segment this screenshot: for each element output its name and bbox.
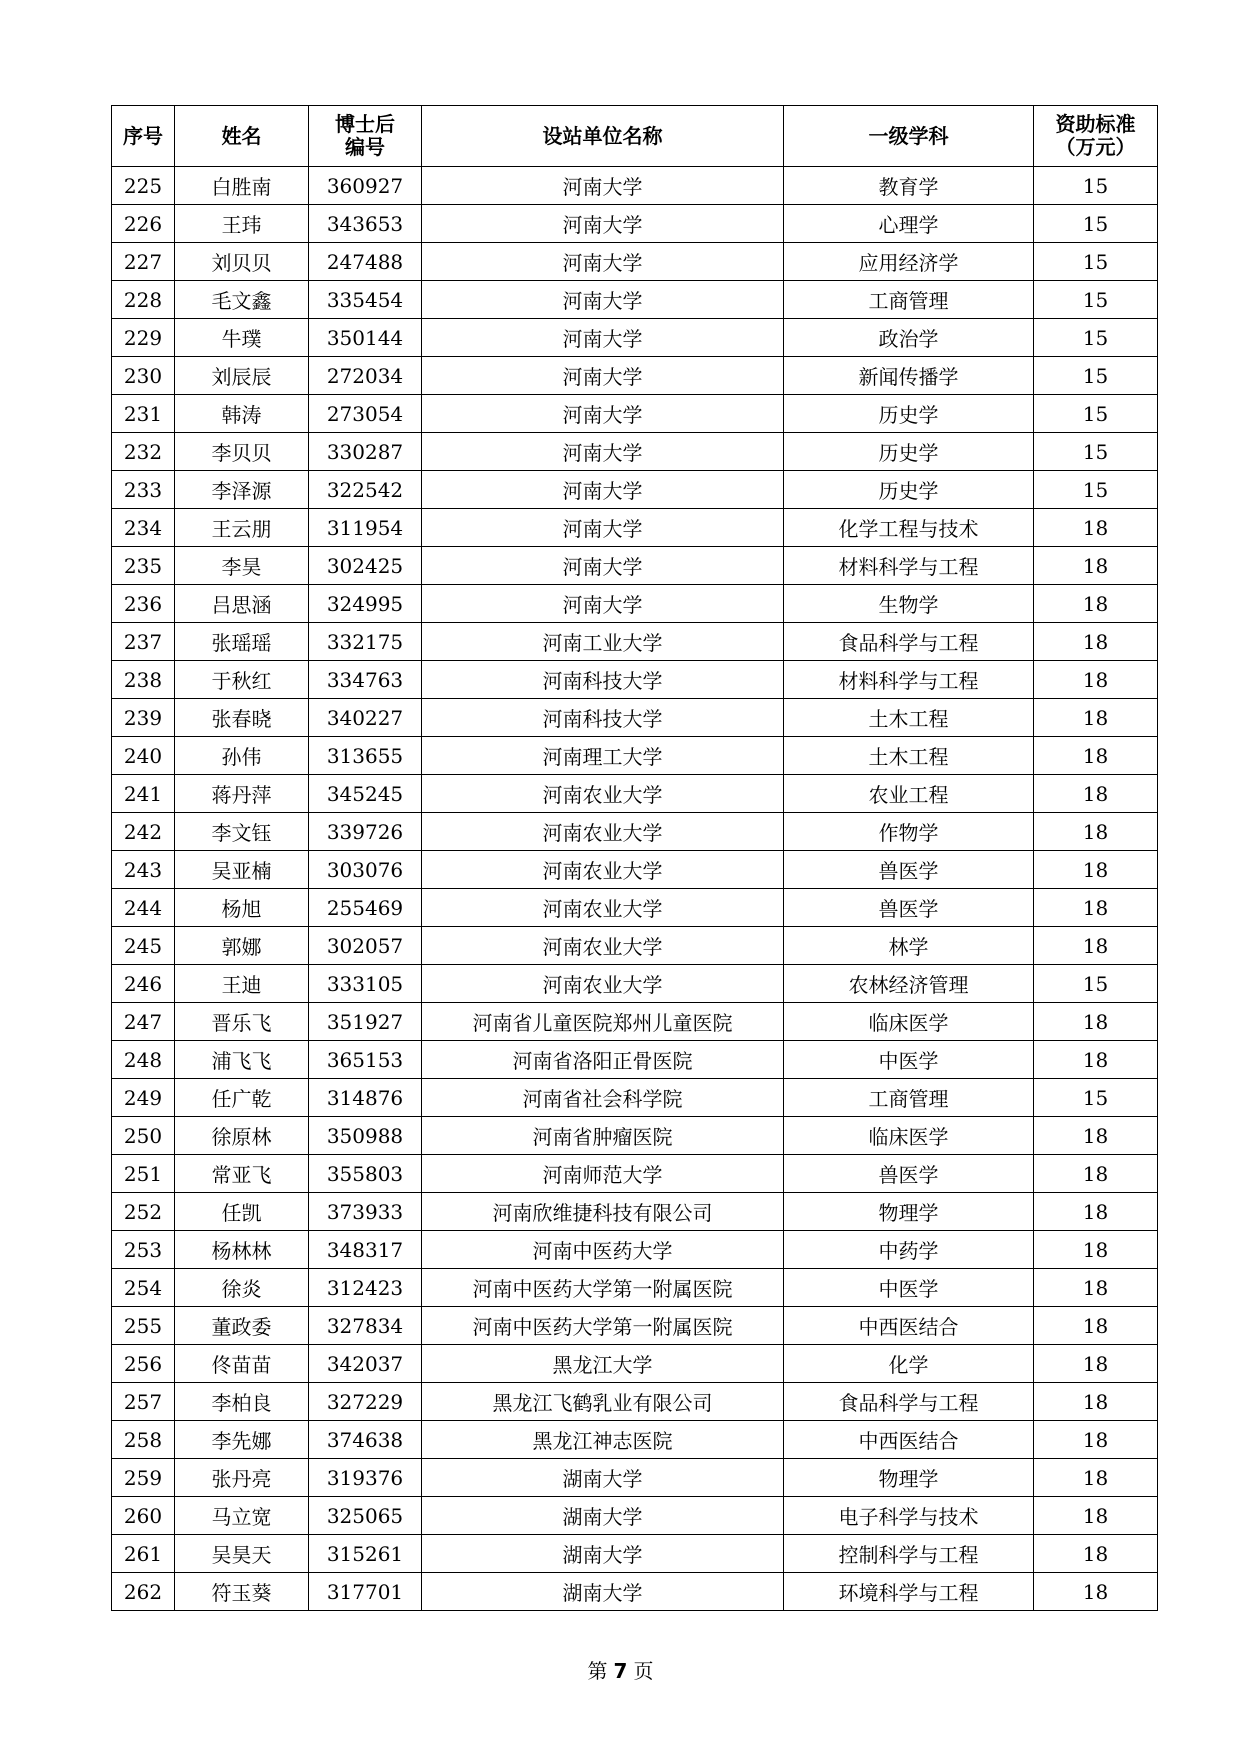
cell-index: 248: [112, 1041, 175, 1079]
cell-postdoc-id: 342037: [309, 1345, 422, 1383]
cell-discipline: 应用经济学: [784, 243, 1034, 281]
cell-name: 张丹亮: [175, 1459, 309, 1497]
cell-institution: 湖南大学: [422, 1497, 784, 1535]
cell-discipline: 农业工程: [784, 775, 1034, 813]
cell-postdoc-id: 327229: [309, 1383, 422, 1421]
cell-discipline: 物理学: [784, 1459, 1034, 1497]
cell-institution: 河南农业大学: [422, 965, 784, 1003]
cell-funding: 18: [1034, 661, 1158, 699]
table-row: [112, 585, 1158, 623]
cell-index: 238: [112, 661, 175, 699]
cell-name: 于秋红: [175, 661, 309, 699]
cell-discipline: 兽医学: [784, 889, 1034, 927]
cell-name: 李先娜: [175, 1421, 309, 1459]
cell-name: 韩涛: [175, 395, 309, 433]
cell-funding: 18: [1034, 1269, 1158, 1307]
cell-name: 李贝贝: [175, 433, 309, 471]
cell-discipline: 土木工程: [784, 737, 1034, 775]
cell-funding: 18: [1034, 585, 1158, 623]
cell-index: 240: [112, 737, 175, 775]
table-row: [112, 965, 1158, 1003]
cell-name: 董政委: [175, 1307, 309, 1345]
cell-postdoc-id: 327834: [309, 1307, 422, 1345]
table-row: [112, 509, 1158, 547]
cell-discipline: 中医学: [784, 1041, 1034, 1079]
cell-name: 王玮: [175, 205, 309, 243]
cell-postdoc-id: 348317: [309, 1231, 422, 1269]
table-row: [112, 1003, 1158, 1041]
cell-index: 226: [112, 205, 175, 243]
cell-funding: 18: [1034, 1421, 1158, 1459]
page-number: 7: [613, 1659, 628, 1683]
cell-index: 252: [112, 1193, 175, 1231]
cell-discipline: 历史学: [784, 471, 1034, 509]
cell-index: 262: [112, 1573, 175, 1611]
cell-postdoc-id: 302425: [309, 547, 422, 585]
cell-index: 232: [112, 433, 175, 471]
cell-postdoc-id: 325065: [309, 1497, 422, 1535]
cell-funding: 18: [1034, 1117, 1158, 1155]
cell-discipline: 历史学: [784, 395, 1034, 433]
cell-index: 254: [112, 1269, 175, 1307]
cell-index: 256: [112, 1345, 175, 1383]
cell-institution: 河南大学: [422, 205, 784, 243]
table-row: [112, 775, 1158, 813]
cell-funding: 18: [1034, 737, 1158, 775]
cell-discipline: 工商管理: [784, 281, 1034, 319]
table-row: [112, 319, 1158, 357]
cell-name: 张瑶瑶: [175, 623, 309, 661]
table-row: [112, 395, 1158, 433]
cell-name: 李昊: [175, 547, 309, 585]
cell-institution: 河南理工大学: [422, 737, 784, 775]
cell-institution: 河南师范大学: [422, 1155, 784, 1193]
cell-institution: 河南省社会科学院: [422, 1079, 784, 1117]
cell-name: 佟苗苗: [175, 1345, 309, 1383]
cell-index: 243: [112, 851, 175, 889]
cell-postdoc-id: 335454: [309, 281, 422, 319]
cell-funding: 15: [1034, 357, 1158, 395]
cell-discipline: 兽医学: [784, 851, 1034, 889]
cell-discipline: 农林经济管理: [784, 965, 1034, 1003]
cell-index: 227: [112, 243, 175, 281]
cell-institution: 河南大学: [422, 433, 784, 471]
table-row: [112, 243, 1158, 281]
header-postdoc-id: 博士后 编号: [309, 106, 422, 167]
table-row: [112, 471, 1158, 509]
cell-name: 孙伟: [175, 737, 309, 775]
table-row: [112, 889, 1158, 927]
cell-institution: 河南省肿瘤医院: [422, 1117, 784, 1155]
cell-institution: 黑龙江神志医院: [422, 1421, 784, 1459]
cell-discipline: 化学: [784, 1345, 1034, 1383]
table-row: [112, 623, 1158, 661]
cell-funding: 18: [1034, 1193, 1158, 1231]
cell-institution: 河南农业大学: [422, 775, 784, 813]
cell-institution: 河南欣维捷科技有限公司: [422, 1193, 784, 1231]
cell-name: 常亚飞: [175, 1155, 309, 1193]
cell-funding: 18: [1034, 1497, 1158, 1535]
table-row: [112, 1497, 1158, 1535]
table-row: [112, 281, 1158, 319]
cell-postdoc-id: 350988: [309, 1117, 422, 1155]
cell-institution: 河南工业大学: [422, 623, 784, 661]
page-footer: [0, 1655, 1241, 1684]
cell-discipline: 材料科学与工程: [784, 661, 1034, 699]
cell-discipline: 中西医结合: [784, 1307, 1034, 1345]
cell-funding: 15: [1034, 965, 1158, 1003]
cell-index: 233: [112, 471, 175, 509]
cell-index: 246: [112, 965, 175, 1003]
table-row: [112, 1421, 1158, 1459]
cell-discipline: 临床医学: [784, 1003, 1034, 1041]
cell-name: 白胜南: [175, 167, 309, 205]
cell-funding: 18: [1034, 775, 1158, 813]
cell-funding: 18: [1034, 889, 1158, 927]
cell-institution: 黑龙江大学: [422, 1345, 784, 1383]
table-row: [112, 1155, 1158, 1193]
table-row: [112, 167, 1158, 205]
header-funding: 资助标准 （万元）: [1034, 106, 1158, 167]
cell-institution: 河南农业大学: [422, 889, 784, 927]
cell-name: 郭娜: [175, 927, 309, 965]
table-row: [112, 1383, 1158, 1421]
cell-institution: 河南大学: [422, 319, 784, 357]
cell-postdoc-id: 303076: [309, 851, 422, 889]
cell-institution: 河南中医药大学: [422, 1231, 784, 1269]
cell-index: 258: [112, 1421, 175, 1459]
table-row: [112, 813, 1158, 851]
cell-name: 吕思涵: [175, 585, 309, 623]
table-row: [112, 1573, 1158, 1611]
cell-institution: 河南农业大学: [422, 813, 784, 851]
cell-name: 牛璞: [175, 319, 309, 357]
cell-discipline: 中西医结合: [784, 1421, 1034, 1459]
cell-discipline: 作物学: [784, 813, 1034, 851]
cell-name: 杨林林: [175, 1231, 309, 1269]
cell-name: 蒋丹萍: [175, 775, 309, 813]
cell-institution: 湖南大学: [422, 1535, 784, 1573]
cell-discipline: 教育学: [784, 167, 1034, 205]
cell-postdoc-id: 302057: [309, 927, 422, 965]
cell-name: 毛文鑫: [175, 281, 309, 319]
table-row: [112, 1535, 1158, 1573]
cell-funding: 18: [1034, 1459, 1158, 1497]
cell-discipline: 食品科学与工程: [784, 1383, 1034, 1421]
cell-postdoc-id: 313655: [309, 737, 422, 775]
cell-name: 徐炎: [175, 1269, 309, 1307]
cell-funding: 18: [1034, 1041, 1158, 1079]
cell-index: 247: [112, 1003, 175, 1041]
cell-name: 徐原林: [175, 1117, 309, 1155]
cell-index: 257: [112, 1383, 175, 1421]
cell-postdoc-id: 333105: [309, 965, 422, 1003]
table-row: [112, 1041, 1158, 1079]
cell-discipline: 中药学: [784, 1231, 1034, 1269]
cell-funding: 18: [1034, 927, 1158, 965]
cell-discipline: 新闻传播学: [784, 357, 1034, 395]
cell-institution: 河南中医药大学第一附属医院: [422, 1269, 784, 1307]
cell-institution: 河南农业大学: [422, 927, 784, 965]
cell-postdoc-id: 334763: [309, 661, 422, 699]
cell-discipline: 工商管理: [784, 1079, 1034, 1117]
table-header-row: [112, 106, 1158, 167]
cell-discipline: 电子科学与技术: [784, 1497, 1034, 1535]
cell-funding: 18: [1034, 509, 1158, 547]
cell-postdoc-id: 365153: [309, 1041, 422, 1079]
cell-postdoc-id: 330287: [309, 433, 422, 471]
cell-name: 杨旭: [175, 889, 309, 927]
cell-name: 任广乾: [175, 1079, 309, 1117]
cell-index: 244: [112, 889, 175, 927]
cell-funding: 15: [1034, 395, 1158, 433]
cell-index: 251: [112, 1155, 175, 1193]
cell-index: 237: [112, 623, 175, 661]
cell-institution: 河南中医药大学第一附属医院: [422, 1307, 784, 1345]
cell-discipline: 化学工程与技术: [784, 509, 1034, 547]
cell-institution: 河南大学: [422, 243, 784, 281]
cell-postdoc-id: 312423: [309, 1269, 422, 1307]
cell-discipline: 政治学: [784, 319, 1034, 357]
cell-name: 任凯: [175, 1193, 309, 1231]
cell-discipline: 历史学: [784, 433, 1034, 471]
header-institution: 设站单位名称: [422, 106, 784, 167]
cell-institution: 河南大学: [422, 509, 784, 547]
cell-funding: 18: [1034, 813, 1158, 851]
cell-funding: 18: [1034, 623, 1158, 661]
cell-funding: 18: [1034, 1535, 1158, 1573]
cell-name: 晋乐飞: [175, 1003, 309, 1041]
cell-funding: 18: [1034, 1345, 1158, 1383]
cell-index: 253: [112, 1231, 175, 1269]
cell-postdoc-id: 324995: [309, 585, 422, 623]
cell-index: 230: [112, 357, 175, 395]
cell-postdoc-id: 360927: [309, 167, 422, 205]
cell-institution: 河南科技大学: [422, 699, 784, 737]
cell-name: 刘辰辰: [175, 357, 309, 395]
cell-postdoc-id: 343653: [309, 205, 422, 243]
cell-discipline: 食品科学与工程: [784, 623, 1034, 661]
cell-postdoc-id: 255469: [309, 889, 422, 927]
header-name: 姓名: [175, 106, 309, 167]
table-row: [112, 1345, 1158, 1383]
header-discipline: 一级学科: [784, 106, 1034, 167]
table-row: [112, 547, 1158, 585]
postdoc-funding-table: [111, 105, 1158, 1611]
cell-institution: 河南大学: [422, 167, 784, 205]
cell-postdoc-id: 247488: [309, 243, 422, 281]
cell-funding: 18: [1034, 1383, 1158, 1421]
cell-institution: 河南大学: [422, 395, 784, 433]
cell-name: 张春晓: [175, 699, 309, 737]
cell-index: 259: [112, 1459, 175, 1497]
table-row: [112, 357, 1158, 395]
cell-institution: 河南大学: [422, 357, 784, 395]
cell-institution: 湖南大学: [422, 1459, 784, 1497]
table-row: [112, 699, 1158, 737]
cell-discipline: 林学: [784, 927, 1034, 965]
cell-funding: 18: [1034, 699, 1158, 737]
cell-postdoc-id: 340227: [309, 699, 422, 737]
cell-name: 王迪: [175, 965, 309, 1003]
table-row: [112, 1117, 1158, 1155]
table-row: [112, 1307, 1158, 1345]
cell-funding: 18: [1034, 1155, 1158, 1193]
cell-index: 235: [112, 547, 175, 585]
cell-discipline: 环境科学与工程: [784, 1573, 1034, 1611]
cell-name: 刘贝贝: [175, 243, 309, 281]
cell-funding: 18: [1034, 1307, 1158, 1345]
cell-index: 231: [112, 395, 175, 433]
cell-name: 王云朋: [175, 509, 309, 547]
table-row: [112, 927, 1158, 965]
cell-funding: 18: [1034, 1231, 1158, 1269]
cell-institution: 河南农业大学: [422, 851, 784, 889]
cell-name: 马立宽: [175, 1497, 309, 1535]
cell-index: 255: [112, 1307, 175, 1345]
cell-institution: 黑龙江飞鹤乳业有限公司: [422, 1383, 784, 1421]
cell-index: 250: [112, 1117, 175, 1155]
table-row: [112, 433, 1158, 471]
cell-postdoc-id: 339726: [309, 813, 422, 851]
cell-postdoc-id: 322542: [309, 471, 422, 509]
cell-index: 234: [112, 509, 175, 547]
table-row: [112, 851, 1158, 889]
cell-postdoc-id: 355803: [309, 1155, 422, 1193]
cell-postdoc-id: 351927: [309, 1003, 422, 1041]
cell-funding: 18: [1034, 1573, 1158, 1611]
cell-name: 李柏良: [175, 1383, 309, 1421]
cell-institution: 河南科技大学: [422, 661, 784, 699]
cell-funding: 18: [1034, 851, 1158, 889]
cell-index: 261: [112, 1535, 175, 1573]
cell-postdoc-id: 345245: [309, 775, 422, 813]
cell-name: 李泽源: [175, 471, 309, 509]
cell-postdoc-id: 314876: [309, 1079, 422, 1117]
cell-index: 228: [112, 281, 175, 319]
cell-index: 225: [112, 167, 175, 205]
cell-name: 吴亚楠: [175, 851, 309, 889]
table-row: [112, 737, 1158, 775]
header-index: 序号: [112, 106, 175, 167]
cell-postdoc-id: 315261: [309, 1535, 422, 1573]
cell-discipline: 临床医学: [784, 1117, 1034, 1155]
cell-discipline: 心理学: [784, 205, 1034, 243]
cell-name: 吴昊天: [175, 1535, 309, 1573]
table-row: [112, 1231, 1158, 1269]
table-row: [112, 1269, 1158, 1307]
table-row: [112, 205, 1158, 243]
cell-discipline: 土木工程: [784, 699, 1034, 737]
cell-index: 229: [112, 319, 175, 357]
cell-name: 李文钰: [175, 813, 309, 851]
cell-institution: 湖南大学: [422, 1573, 784, 1611]
cell-funding: 15: [1034, 471, 1158, 509]
cell-discipline: 材料科学与工程: [784, 547, 1034, 585]
cell-funding: 15: [1034, 433, 1158, 471]
cell-index: 245: [112, 927, 175, 965]
cell-postdoc-id: 350144: [309, 319, 422, 357]
cell-institution: 河南大学: [422, 547, 784, 585]
cell-postdoc-id: 272034: [309, 357, 422, 395]
table-row: [112, 1193, 1158, 1231]
cell-index: 239: [112, 699, 175, 737]
cell-name: 符玉葵: [175, 1573, 309, 1611]
cell-funding: 15: [1034, 281, 1158, 319]
cell-index: 242: [112, 813, 175, 851]
cell-institution: 河南大学: [422, 585, 784, 623]
cell-index: 241: [112, 775, 175, 813]
cell-postdoc-id: 319376: [309, 1459, 422, 1497]
cell-postdoc-id: 311954: [309, 509, 422, 547]
cell-institution: 河南省洛阳正骨医院: [422, 1041, 784, 1079]
cell-discipline: 控制科学与工程: [784, 1535, 1034, 1573]
cell-name: 浦飞飞: [175, 1041, 309, 1079]
table-row: [112, 1459, 1158, 1497]
cell-index: 249: [112, 1079, 175, 1117]
table-body: [112, 167, 1158, 1611]
cell-funding: 15: [1034, 167, 1158, 205]
table-row: [112, 1079, 1158, 1117]
table-row: [112, 661, 1158, 699]
cell-postdoc-id: 374638: [309, 1421, 422, 1459]
cell-funding: 15: [1034, 1079, 1158, 1117]
cell-discipline: 中医学: [784, 1269, 1034, 1307]
cell-discipline: 生物学: [784, 585, 1034, 623]
cell-institution: 河南大学: [422, 281, 784, 319]
cell-postdoc-id: 373933: [309, 1193, 422, 1231]
cell-funding: 18: [1034, 547, 1158, 585]
cell-index: 260: [112, 1497, 175, 1535]
cell-funding: 15: [1034, 205, 1158, 243]
cell-funding: 15: [1034, 243, 1158, 281]
cell-postdoc-id: 317701: [309, 1573, 422, 1611]
cell-institution: 河南大学: [422, 471, 784, 509]
cell-postdoc-id: 332175: [309, 623, 422, 661]
cell-funding: 18: [1034, 1003, 1158, 1041]
cell-discipline: 兽医学: [784, 1155, 1034, 1193]
page-footer-suffix: 页: [633, 1659, 654, 1683]
page-footer-prefix: 第: [587, 1659, 608, 1683]
cell-discipline: 物理学: [784, 1193, 1034, 1231]
cell-postdoc-id: 273054: [309, 395, 422, 433]
cell-funding: 15: [1034, 319, 1158, 357]
cell-institution: 河南省儿童医院郑州儿童医院: [422, 1003, 784, 1041]
cell-index: 236: [112, 585, 175, 623]
